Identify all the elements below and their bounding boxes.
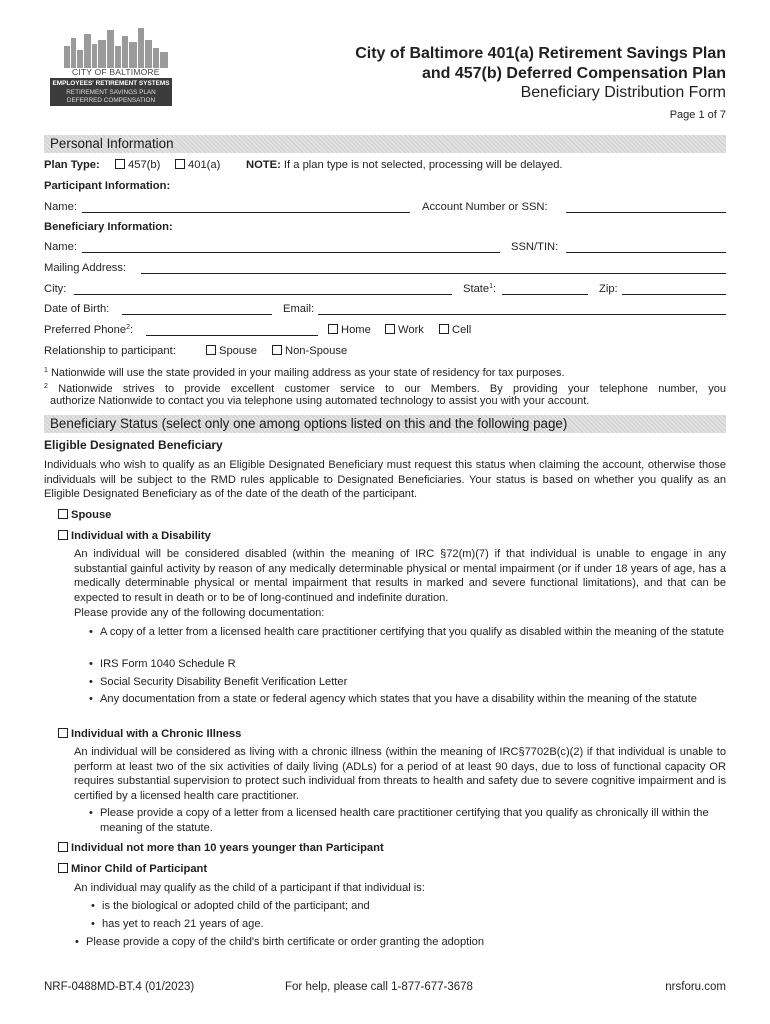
rel-nonspouse-checkbox[interactable] <box>272 345 282 355</box>
edb-heading: Eligible Designated Beneficiary <box>44 438 223 452</box>
logo-plate <box>50 78 172 106</box>
title-line1: City of Baltimore 401(a) Retirement Savings Plan <box>355 45 726 62</box>
rel-nonspouse-label: Non-Spouse <box>285 345 348 357</box>
edb-intro: Individuals who wish to qualify as an Eligible Designated Beneficiary must request this status when claiming the account, otherwise those individuals will be subject to the RMD rules applicable to Designated Beneficiaries. Your status is based on whether you qualify as an Eligible Designated Beneficiary as of the date of the death of the participant. <box>44 459 726 500</box>
plan-401-option[interactable] <box>175 159 220 171</box>
city-logo <box>50 26 180 106</box>
phone-cell-option[interactable] <box>439 324 471 336</box>
logo-line3: DEFERRED COMPENSATION <box>66 97 156 104</box>
footnote-2-num: 2 <box>44 383 48 390</box>
account-field[interactable] <box>566 212 726 213</box>
opt-spouse-checkbox[interactable] <box>58 509 68 519</box>
city-label: City: <box>44 283 67 295</box>
state-footnote-ref: 1 <box>489 283 494 290</box>
plan-457-option[interactable] <box>115 159 160 171</box>
disability-bullet-2: • IRS Form 1040 Schedule R <box>89 658 236 670</box>
minor-doc: • Please provide a copy of the child's birth certificate or order granting the adoption <box>75 936 485 948</box>
footnote-1 <box>44 364 726 380</box>
disability-text: An individual will be considered disabled (within the meaning of IRC §72(m)(7) if that individual is unable to engage in any substantial gainful activity by reason of any medically determinable physical or mental impairment (or if under 18 years of age, has a medically determinable physical or mental impairment that results in marked and severe functional limitations), and that can be expected to result in death or to be of long-continued and indefinite duration. <box>74 548 726 604</box>
phone-work-checkbox[interactable] <box>385 324 395 334</box>
rel-spouse-checkbox[interactable] <box>206 345 216 355</box>
plan-457-label: 457(b) <box>128 159 161 171</box>
dob-field[interactable] <box>122 314 272 315</box>
minor-doc-text: Please provide a copy of the child's birth certificate or order granting the adoption <box>86 936 485 948</box>
mailing-field[interactable] <box>141 273 726 274</box>
phone-label-wrap: Preferred Phone$^2$: <box>44 324 134 336</box>
plan-457-checkbox[interactable] <box>115 159 125 169</box>
disability-bullet-3: • Social Security Disability Benefit Verification Letter <box>89 676 348 688</box>
chronic-bullet-text: Please provide a copy of a letter from a licensed health care practitioner certifying that you qualify as chronically ill within the meaning of the statute. <box>100 807 709 834</box>
phone-cell-checkbox[interactable] <box>439 324 449 334</box>
state-label: State <box>463 283 490 295</box>
disability-bullet-2-text: IRS Form 1040 Schedule R <box>100 658 236 670</box>
opt-disability-checkbox[interactable] <box>58 530 68 540</box>
form-subtitle: Beneficiary Distribution Form <box>520 84 726 101</box>
disability-bullet-1: • A copy of a letter from a licensed health care practitioner certifying that you qualify as disabled within the meaning of the statute <box>89 626 725 638</box>
help-phone: For help, please call 1-877-677-3678 <box>285 981 473 993</box>
beneficiary-name-field[interactable] <box>82 252 500 253</box>
chronic-bullet: • Please provide a copy of a letter from a licensed health care practitioner certifying that you qualify as chronically ill within the meaning of the statute. <box>89 807 709 834</box>
phone-home-label: Home <box>341 324 371 336</box>
title-line2: and 457(b) Deferred Compensation Plan <box>421 64 726 82</box>
status-section-title: Beneficiary Status (select only one among options listed on this and the following page) <box>50 416 568 431</box>
phone-home-checkbox[interactable] <box>328 324 338 334</box>
plan-401-label: 401(a) <box>188 159 221 171</box>
phone-field[interactable] <box>146 335 318 336</box>
zip-label: Zip: <box>599 283 618 295</box>
minor-bullet-1: • is the biological or adopted child of the participant; and <box>91 900 370 912</box>
website-link[interactable]: nrsforu.com <box>665 981 726 993</box>
phone-work-option[interactable] <box>385 324 424 336</box>
disability-docs: Please provide any of the following documentation: <box>74 607 325 619</box>
account-label: Account Number or SSN: <box>422 201 548 213</box>
page-number: Page 1 of 7 <box>669 109 726 121</box>
minor-bullet-2: • has yet to reach 21 years of age. <box>91 918 264 930</box>
ssn-field[interactable] <box>566 252 726 253</box>
phone-footnote-ref: 2 <box>126 324 130 331</box>
rel-spouse-label: Spouse <box>219 345 257 357</box>
opt-10years-checkbox[interactable] <box>58 842 68 852</box>
note-label: NOTE: <box>246 159 281 171</box>
chronic-text: An individual will be considered as living with a chronic illness (within the meaning of IRC§7702B(c)(2) if that individual is unable to perform at least two of the six activities of daily living (ADLs) for a period of at least 90 days, due to loss of functional capacity OR requires substantial supervision to protect such individual from threats to health and safety due to severe cognitive impairment and is certified by a licensed health care practitioner. <box>74 746 726 802</box>
participant-name-field[interactable] <box>82 212 410 213</box>
beneficiary-heading: Beneficiary Information: <box>44 221 173 233</box>
plan-type-label: Plan Type: <box>44 159 100 171</box>
email-field[interactable] <box>318 314 726 315</box>
dob-label: Date of Birth: <box>44 303 110 315</box>
plan-type-note <box>246 159 563 171</box>
skyline-icon <box>50 26 180 68</box>
email-label: Email: <box>283 303 315 315</box>
footnote-2-cont: authorize Nationwide to contact you via telephone using automated technology to assist you with your account. <box>50 395 590 407</box>
phone-label: Preferred Phone <box>44 324 127 336</box>
form-number: NRF-0488MD-BT.4 (01/2023) <box>44 981 195 993</box>
note-text: If a plan type is not selected, processing will be delayed. <box>283 159 563 171</box>
phone-work-label: Work <box>398 324 424 336</box>
minor-bullet-1-text: is the biological or adopted child of the participant; and <box>102 900 370 912</box>
opt-10years-label: Individual not more than 10 years younger than Participant <box>71 842 384 854</box>
disability-bullet-3-text: Social Security Disability Benefit Verification Letter <box>100 676 348 688</box>
footnote-2-text-a: Nationwide strives to provide excellent customer service to our Members. By providing your telephone number, you <box>58 383 726 395</box>
opt-minor-label: Minor Child of Participant <box>71 863 208 875</box>
rel-nonspouse-option[interactable] <box>272 345 347 357</box>
disability-bullet-4: • Any documentation from a state or federal agency which states that you have a disability within the meaning of the statute <box>89 693 697 705</box>
disability-bullet-1-text: A copy of a letter from a licensed health care practitioner certifying that you qualify as disabled within the meaning of the statute <box>100 626 725 638</box>
opt-chronic[interactable] <box>58 728 241 740</box>
rel-spouse-option[interactable] <box>206 345 257 357</box>
minor-text: An individual may qualify as the child of a participant if that individual is: <box>74 882 425 894</box>
relationship-label: Relationship to participant: <box>44 345 176 357</box>
logo-line1: EMPLOYEES' RETIREMENT SYSTEMS <box>52 80 170 87</box>
state-field[interactable] <box>502 294 588 295</box>
opt-chronic-label: Individual with a Chronic Illness <box>71 728 242 740</box>
opt-minor[interactable] <box>58 863 207 875</box>
phone-cell-label: Cell <box>452 324 472 336</box>
phone-home-option[interactable] <box>328 324 371 336</box>
opt-minor-checkbox[interactable] <box>58 863 68 873</box>
zip-field[interactable] <box>622 294 726 295</box>
participant-heading: Participant Information: <box>44 180 171 192</box>
participant-name-label: Name: <box>44 201 77 213</box>
form-title <box>355 44 726 83</box>
logo-line2: RETIREMENT SAVINGS PLAN <box>66 88 156 96</box>
city-field[interactable] <box>74 294 452 295</box>
ssn-label: SSN/TIN: <box>511 241 559 253</box>
opt-disability-label: Individual with a Disability <box>71 530 211 542</box>
opt-spouse[interactable] <box>58 509 111 521</box>
minor-bullet-2-text: has yet to reach 21 years of age. <box>102 918 264 930</box>
opt-chronic-checkbox[interactable] <box>58 728 68 738</box>
personal-section-title: Personal Information <box>50 136 174 151</box>
plan-401-checkbox[interactable] <box>175 159 185 169</box>
disability-bullet-4-text: Any documentation from a state or federal agency which states that you have a disability within the meaning of the statute <box>100 693 697 705</box>
opt-10years[interactable] <box>58 842 384 854</box>
logo-city-name: CITY OF BALTIMORE <box>72 67 160 77</box>
state-label-wrap: State$^1$: <box>463 283 497 295</box>
beneficiary-name-label: Name: <box>44 241 77 253</box>
footnote-1-num: 1 <box>44 367 48 374</box>
footnote-1-text: Nationwide will use the state provided in your mailing address as your state of residency for tax purposes. <box>50 367 565 379</box>
mailing-label: Mailing Address: <box>44 262 127 274</box>
opt-disability[interactable] <box>58 530 211 542</box>
opt-spouse-label: Spouse <box>71 509 112 521</box>
